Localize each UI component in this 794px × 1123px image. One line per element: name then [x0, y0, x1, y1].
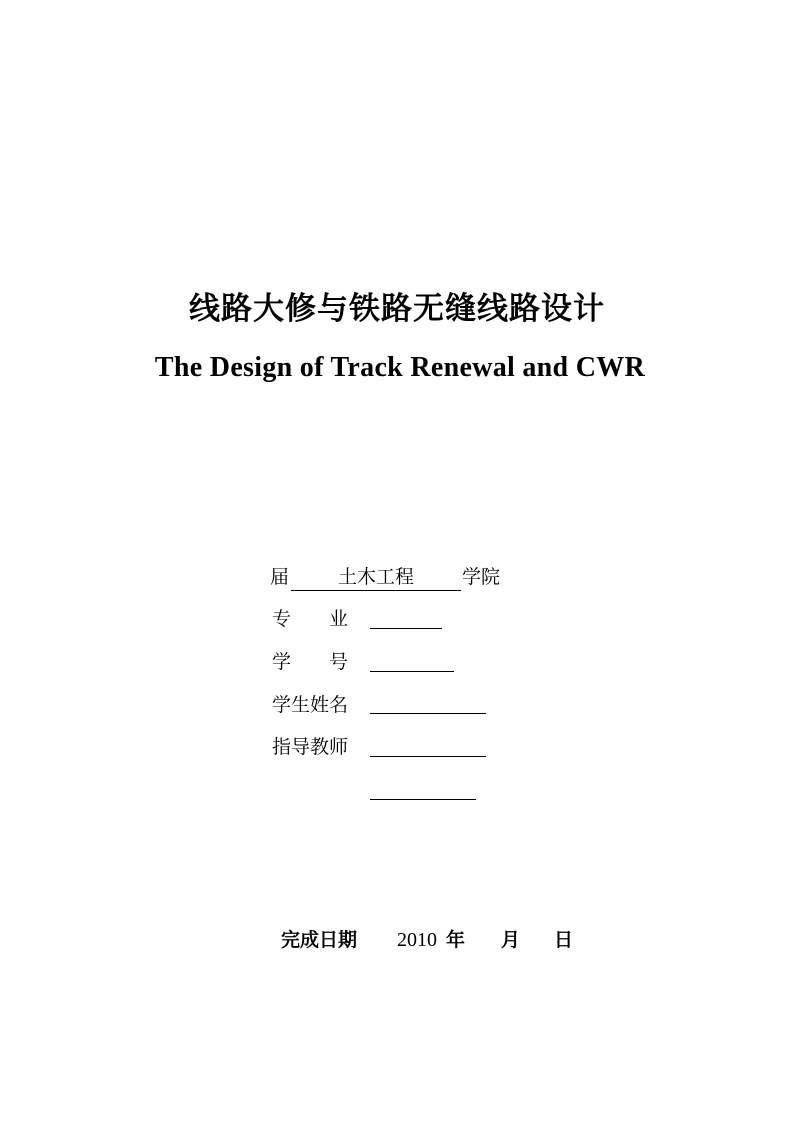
advisor-label: 指导教师: [272, 736, 349, 758]
college-value: 土木工程: [291, 565, 461, 591]
advisor-blank-line: [370, 756, 486, 757]
student-id-label: 学 号: [272, 651, 349, 673]
major-label: 专 业: [272, 608, 349, 630]
thesis-title-chinese: 线路大修与铁路无缝线路设计: [189, 291, 605, 327]
thesis-title-english: The Design of Track Renewal and CWR: [154, 352, 646, 383]
college-suffix-label: 学院: [462, 566, 501, 588]
session-label: 届: [270, 566, 290, 588]
completion-year-unit: 年: [446, 929, 466, 951]
completion-date-label: 完成日期: [281, 929, 358, 951]
student-name-label: 学生姓名: [272, 694, 349, 716]
student-id-blank-line: [370, 671, 454, 672]
completion-month-unit: 月: [501, 929, 521, 951]
extra-blank-line: [370, 799, 476, 800]
major-blank-line: [370, 628, 442, 629]
completion-day-unit: 日: [554, 929, 574, 951]
completion-year-value: 2010: [397, 929, 437, 951]
student-name-blank-line: [370, 713, 486, 714]
